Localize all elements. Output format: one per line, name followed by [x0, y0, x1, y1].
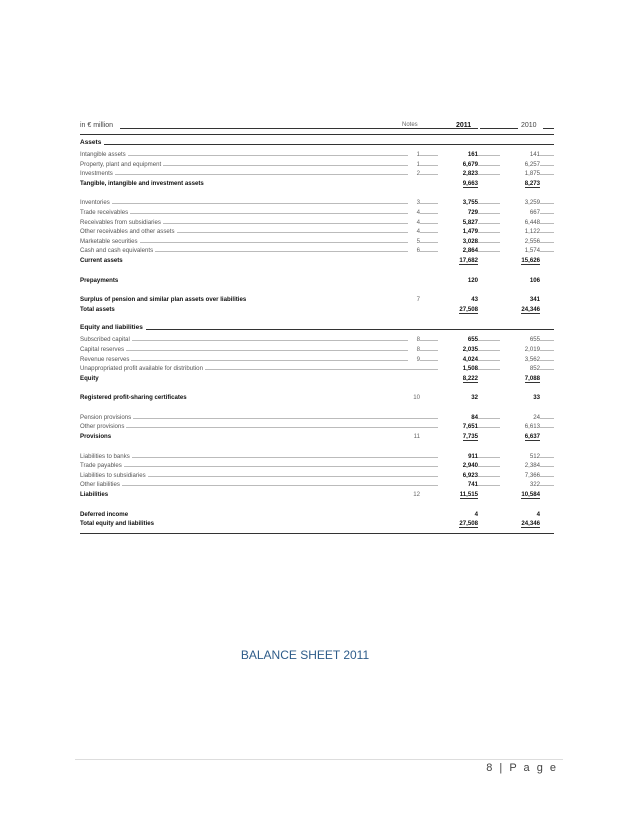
value-2010-text: 512: [529, 452, 540, 460]
row-label: Liabilities to banks: [80, 452, 130, 460]
value-2010-text: 341: [529, 296, 540, 304]
total-row: [80, 490, 554, 500]
value-2010-text: 8,273: [524, 179, 540, 187]
value-2011-text: 1,479: [462, 228, 478, 236]
row-label: Total equity and liabilities: [80, 520, 155, 528]
table-section: [80, 510, 554, 529]
value-2011: [438, 364, 478, 374]
value-2010-text: 15,626: [521, 256, 540, 264]
value-2010: [500, 422, 540, 432]
value-2010: [500, 413, 540, 423]
value-2011: [438, 413, 478, 423]
value-2011: [438, 355, 478, 365]
value-2010: [500, 198, 540, 208]
row-label: Prepayments: [80, 276, 119, 284]
row-label: Trade payables: [80, 462, 122, 470]
value-2011-text: 11,515: [459, 491, 478, 499]
value-2011-text: 2,035: [462, 345, 478, 353]
row-note: 5: [408, 237, 420, 247]
value-2010-text: 6,448: [524, 218, 540, 226]
value-2011-text: 7,735: [462, 433, 478, 441]
value-2011: [438, 432, 478, 442]
value-2010-text: 667: [529, 208, 540, 216]
table-row: [80, 276, 554, 286]
footer-rule: [75, 759, 563, 760]
value-2010: [500, 461, 540, 471]
value-2011-text: 8,222: [462, 374, 478, 382]
value-2011-text: 32: [471, 394, 478, 402]
leader-line: [82, 427, 554, 428]
value-2011-text: 655: [467, 336, 478, 344]
table-row: [80, 364, 554, 374]
value-2011: [438, 218, 478, 228]
value-2010-text: 322: [529, 481, 540, 489]
leader-line: [82, 155, 554, 156]
value-2011: [438, 208, 478, 218]
value-2010-text: 655: [529, 336, 540, 344]
row-note: 7: [408, 295, 420, 305]
row-note: 1: [408, 160, 420, 170]
row-note: 2: [408, 169, 420, 179]
row-label: Trade receivables: [80, 208, 129, 216]
table-row: [80, 150, 554, 160]
table-section: [80, 324, 554, 383]
total-row: [80, 305, 554, 315]
value-2010: [500, 519, 540, 529]
bottom-rule: [80, 533, 554, 534]
table-row: [80, 393, 554, 403]
value-2011-text: 43: [471, 296, 478, 304]
value-2011-text: 6,679: [462, 160, 478, 168]
total-row: [80, 374, 554, 384]
header-rule-3: [480, 128, 518, 129]
row-label: Surplus of pension and similar plan assets over liabilities: [80, 296, 247, 304]
value-2011: [438, 490, 478, 500]
row-label: Deferred income: [80, 510, 129, 518]
value-2011: [438, 160, 478, 170]
table-row: [80, 160, 554, 170]
table-row: [80, 208, 554, 218]
row-label: Pension provisions: [80, 413, 132, 421]
total-row: [80, 519, 554, 529]
row-label: Provisions: [80, 433, 112, 441]
leader-line: [82, 350, 554, 351]
leader-line: [82, 213, 554, 214]
row-label: Liabilities: [80, 491, 109, 499]
table-row: [80, 169, 554, 179]
row-label: Equity: [80, 374, 99, 382]
value-2011-text: 161: [467, 151, 478, 158]
page-label: | P a g e: [499, 762, 558, 774]
table-section: [80, 276, 554, 286]
value-2010-text: 2,019: [524, 345, 540, 353]
value-2010: [500, 295, 540, 305]
section-heading-text: Assets: [80, 139, 102, 146]
table-row: [80, 227, 554, 237]
row-label: Other liabilities: [80, 481, 120, 489]
value-2010: [500, 364, 540, 374]
row-label: Other provisions: [80, 423, 125, 431]
value-2011: [438, 393, 478, 403]
value-2010: [500, 169, 540, 179]
value-2010-text: 4: [536, 510, 540, 518]
section-heading-text: Equity and liabilities: [80, 324, 143, 332]
value-2011-text: 27,508: [459, 305, 478, 313]
table-row: [80, 335, 554, 345]
value-2010: [500, 355, 540, 365]
value-2010-text: 6,613: [524, 423, 540, 431]
row-note: 8: [408, 345, 420, 355]
value-2011-text: 120: [467, 276, 478, 284]
table-header: [80, 122, 554, 134]
top-rule: [80, 134, 554, 135]
value-2010-text: 2,556: [524, 237, 540, 245]
value-2010: [500, 208, 540, 218]
value-2011-text: 7,651: [462, 423, 478, 431]
page-footer: [486, 762, 558, 774]
row-label: Investments: [80, 170, 113, 178]
balance-sheet: [80, 122, 554, 534]
total-row: [80, 432, 554, 442]
row-label: Cash and cash equivalents: [80, 247, 154, 255]
value-2011-text: 729: [467, 208, 478, 216]
value-2011-text: 3,028: [462, 237, 478, 245]
table-row: [80, 237, 554, 247]
value-2010: [500, 393, 540, 403]
section-heading-rule: [146, 329, 554, 330]
value-2010: [500, 305, 540, 315]
year-current-header: 2011: [456, 122, 472, 129]
value-2011-text: 17,682: [459, 256, 478, 264]
table-row: [80, 422, 554, 432]
table-row: [80, 345, 554, 355]
row-note: 3: [408, 198, 420, 208]
value-2011-text: 911: [468, 452, 478, 460]
value-2011: [438, 335, 478, 345]
leader-line: [82, 466, 554, 467]
table-row: [80, 355, 554, 365]
leader-line: [82, 418, 554, 419]
table-row: [80, 198, 554, 208]
value-2010: [500, 218, 540, 228]
value-2010-text: 7,366: [524, 471, 540, 479]
section-heading-rule: [104, 144, 554, 145]
value-2010-text: 852: [529, 365, 540, 373]
leader-line: [82, 476, 554, 477]
value-2010: [500, 452, 540, 462]
table-section: [80, 198, 554, 265]
row-note: 11: [408, 432, 420, 442]
value-2011: [438, 246, 478, 256]
page-number: 8: [486, 762, 495, 774]
leader-line: [82, 360, 554, 361]
row-note: 6: [408, 246, 420, 256]
value-2011: [438, 452, 478, 462]
value-2011: [438, 237, 478, 247]
leader-line: [82, 174, 554, 175]
value-2010: [500, 179, 540, 189]
value-2011: [438, 345, 478, 355]
row-label: Liabilities to subsidiaries: [80, 471, 146, 479]
value-2010: [500, 160, 540, 170]
row-label: Other receivables and other assets: [80, 228, 175, 236]
value-2010: [500, 150, 540, 160]
value-2010: [500, 276, 540, 286]
value-2010-text: 141: [529, 151, 540, 158]
row-label: Registered profit-sharing certificates: [80, 394, 187, 402]
total-row: [80, 256, 554, 266]
value-2011-text: 6,923: [462, 471, 478, 479]
row-note: 4: [408, 208, 420, 218]
sections-container: [80, 139, 554, 529]
value-2011: [438, 519, 478, 529]
value-2011: [438, 198, 478, 208]
row-label: Subscribed capital: [80, 336, 130, 344]
table-row: [80, 471, 554, 481]
leader-line: [82, 457, 554, 458]
row-label: Capital reserves: [80, 345, 125, 353]
value-2011-text: 4: [474, 510, 478, 518]
value-2011-text: 4,024: [462, 355, 478, 363]
row-note: 8: [408, 335, 420, 345]
year-previous-header: 2010: [521, 122, 537, 129]
value-2010: [500, 374, 540, 384]
value-2010-text: 3,259: [524, 199, 540, 207]
header-rule-2: [422, 128, 454, 129]
value-2010: [500, 480, 540, 490]
value-2011-text: 1,508: [462, 365, 478, 373]
value-2010: [500, 246, 540, 256]
row-note: 4: [408, 227, 420, 237]
value-2011: [438, 461, 478, 471]
value-2010-text: 1,122: [524, 228, 540, 236]
table-row: [80, 480, 554, 490]
value-2010-text: 6,637: [524, 433, 540, 441]
value-2011-text: 84: [471, 413, 478, 421]
row-label: Tangible, intangible and investment assets: [80, 179, 204, 187]
table-section: [80, 413, 554, 442]
section-heading: [80, 324, 554, 335]
table-row: [80, 246, 554, 256]
value-2011: [438, 510, 478, 520]
value-2011-text: 741: [467, 481, 478, 489]
row-label: Marketable securities: [80, 237, 138, 245]
value-2010-text: 1,875: [524, 170, 540, 178]
value-2011-text: 2,823: [462, 170, 478, 178]
value-2011: [438, 227, 478, 237]
table-row: [80, 461, 554, 471]
value-2010-text: 6,257: [524, 160, 540, 168]
value-2010-text: 24: [533, 413, 540, 421]
table-row: [80, 218, 554, 228]
value-2010-text: 7,088: [524, 374, 540, 382]
leader-line: [82, 242, 554, 243]
table-row: [80, 452, 554, 462]
value-2011: [438, 422, 478, 432]
row-label: Receivables from subsidiaries: [80, 218, 161, 226]
header-rule-4: [543, 128, 554, 129]
table-row: [80, 413, 554, 423]
value-2011-text: 27,508: [459, 520, 478, 528]
value-2011: [438, 150, 478, 160]
value-2011: [438, 276, 478, 286]
notes-column-header: Notes: [402, 122, 418, 128]
value-2011-text: 9,663: [462, 179, 478, 187]
value-2010: [500, 227, 540, 237]
value-2010: [500, 490, 540, 500]
row-label: Current assets: [80, 256, 123, 264]
table-row: [80, 510, 554, 520]
row-note: 12: [408, 490, 420, 500]
section-heading: [80, 139, 554, 150]
value-2011: [438, 305, 478, 315]
value-2011-text: 2,864: [462, 247, 478, 255]
table-section: [80, 139, 554, 188]
value-2010-text: 106: [529, 276, 540, 284]
value-2011: [438, 480, 478, 490]
value-2011: [438, 179, 478, 189]
value-2011: [438, 374, 478, 384]
value-2011: [438, 256, 478, 266]
value-2011: [438, 169, 478, 179]
table-section: [80, 393, 554, 403]
value-2010: [500, 510, 540, 520]
row-label: Unappropriated profit available for distribution: [80, 365, 203, 373]
value-2010-text: 1,574: [524, 247, 540, 255]
leader-line: [82, 485, 554, 486]
unit-label: in € million: [80, 122, 114, 129]
value-2010-text: 2,384: [524, 462, 540, 470]
leader-line: [82, 203, 554, 204]
table-section: [80, 452, 554, 500]
leader-line: [82, 340, 554, 341]
row-note: 10: [408, 393, 420, 403]
row-label: Property, plant and equipment: [80, 160, 162, 168]
row-label: Intangible assets: [80, 151, 126, 158]
value-2011-text: 3,755: [462, 199, 478, 207]
value-2010: [500, 432, 540, 442]
row-label: Inventories: [80, 199, 110, 207]
row-label: Total assets: [80, 305, 115, 313]
total-row: [80, 179, 554, 189]
figure-caption: [0, 648, 638, 662]
value-2010-text: 24,346: [521, 520, 540, 528]
row-note: 9: [408, 355, 420, 365]
value-2010-text: 33: [533, 394, 540, 402]
value-2010: [500, 335, 540, 345]
row-note: 4: [408, 218, 420, 228]
value-2010-text: 3,562: [524, 355, 540, 363]
value-2010-text: 24,346: [521, 305, 540, 313]
value-2010-text: 10,584: [521, 491, 540, 499]
table-section: [80, 295, 554, 314]
value-2011-text: 2,940: [462, 462, 478, 470]
value-2011-text: 5,827: [462, 218, 478, 226]
value-2010: [500, 256, 540, 266]
value-2010: [500, 471, 540, 481]
caption-text: BALANCE SHEET 2011: [240, 648, 370, 662]
row-note: 1: [408, 150, 420, 160]
value-2011: [438, 295, 478, 305]
value-2010: [500, 345, 540, 355]
value-2010: [500, 237, 540, 247]
table-row: [80, 295, 554, 305]
row-label: Revenue reserves: [80, 355, 130, 363]
value-2011: [438, 471, 478, 481]
